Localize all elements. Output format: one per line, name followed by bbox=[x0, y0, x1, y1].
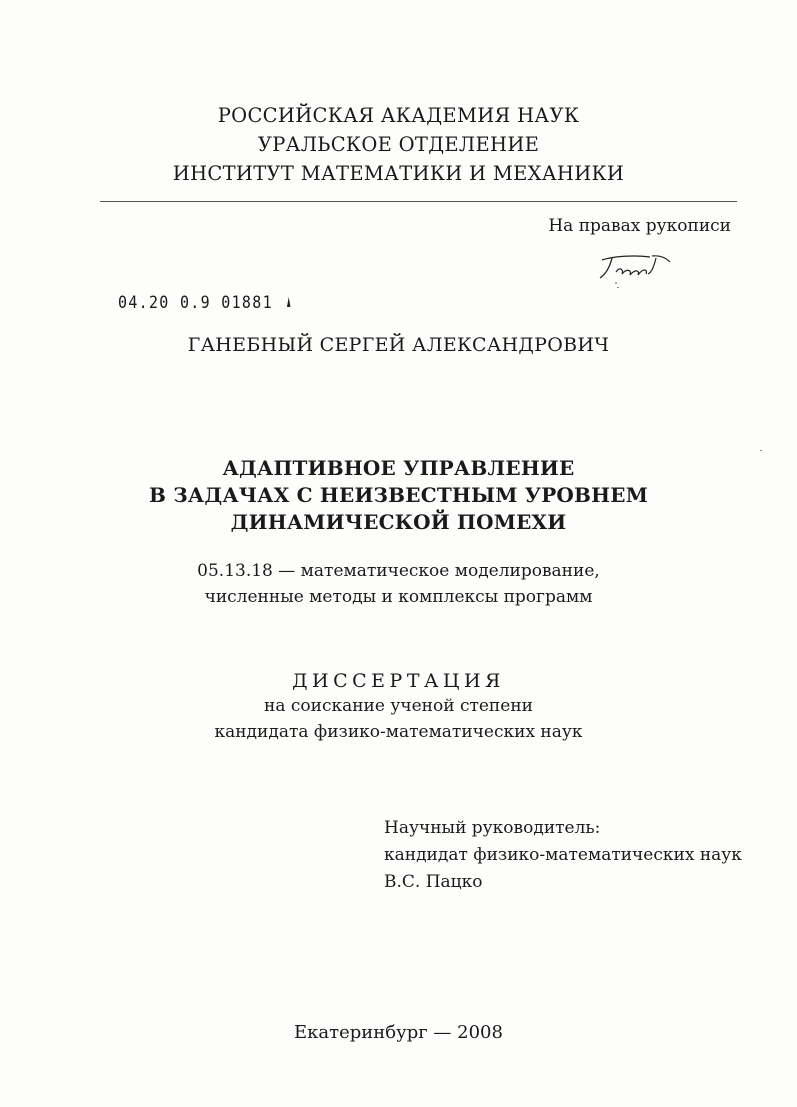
academy-name: РОССИЙСКАЯ АКАДЕМИЯ НАУК bbox=[217, 104, 580, 127]
degree-statement bbox=[0, 693, 797, 745]
branch-name: УРАЛЬСКОЕ ОТДЕЛЕНИЕ bbox=[257, 133, 540, 156]
header-divider bbox=[100, 201, 737, 202]
specialty-line-1: 05.13.18 — математическое моделирование, bbox=[197, 561, 600, 581]
institution-header bbox=[0, 101, 797, 188]
city-year: Екатеринбург — 2008 bbox=[294, 1022, 503, 1043]
author-signature bbox=[594, 250, 674, 286]
manuscript-rights: На правах рукописи bbox=[548, 216, 731, 236]
stamp-mark-icon bbox=[283, 295, 294, 309]
scan-speck bbox=[617, 287, 619, 288]
supervisor-label: Научный руководитель: bbox=[384, 818, 601, 838]
title-line-2: В ЗАДАЧАХ С НЕИЗВЕСТНЫМ УРОВНЕМ bbox=[148, 483, 649, 507]
degree-line-2: кандидата физико-математических наук bbox=[214, 722, 583, 742]
inventory-number-row bbox=[118, 293, 294, 313]
title-line-3: ДИНАМИЧЕСКОЙ ПОМЕХИ bbox=[230, 510, 567, 534]
dissertation-heading: ДИССЕРТАЦИЯ bbox=[292, 670, 505, 692]
title-line-1: АДАПТИВНОЕ УПРАВЛЕНИЕ bbox=[222, 456, 575, 480]
supervisor-degree: кандидат физико-математических наук bbox=[384, 845, 742, 865]
supervisor-name: В.С. Пацко bbox=[384, 872, 483, 892]
supervisor-block bbox=[384, 815, 742, 896]
institute-name: ИНСТИТУТ МАТЕМАТИКИ И МЕХАНИКИ bbox=[172, 162, 625, 185]
specialty-line-2: численные методы и комплексы программ bbox=[204, 587, 593, 607]
specialty bbox=[0, 558, 797, 610]
author-name: ГАНЕБНЫЙ СЕРГЕЙ АЛЕКСАНДРОВИЧ bbox=[187, 334, 610, 356]
dissertation-title bbox=[0, 455, 797, 536]
degree-line-1: на соискание ученой степени bbox=[263, 696, 533, 716]
inventory-number: 04.20 0.9 01881 bbox=[118, 293, 273, 313]
scan-speck bbox=[760, 450, 762, 451]
